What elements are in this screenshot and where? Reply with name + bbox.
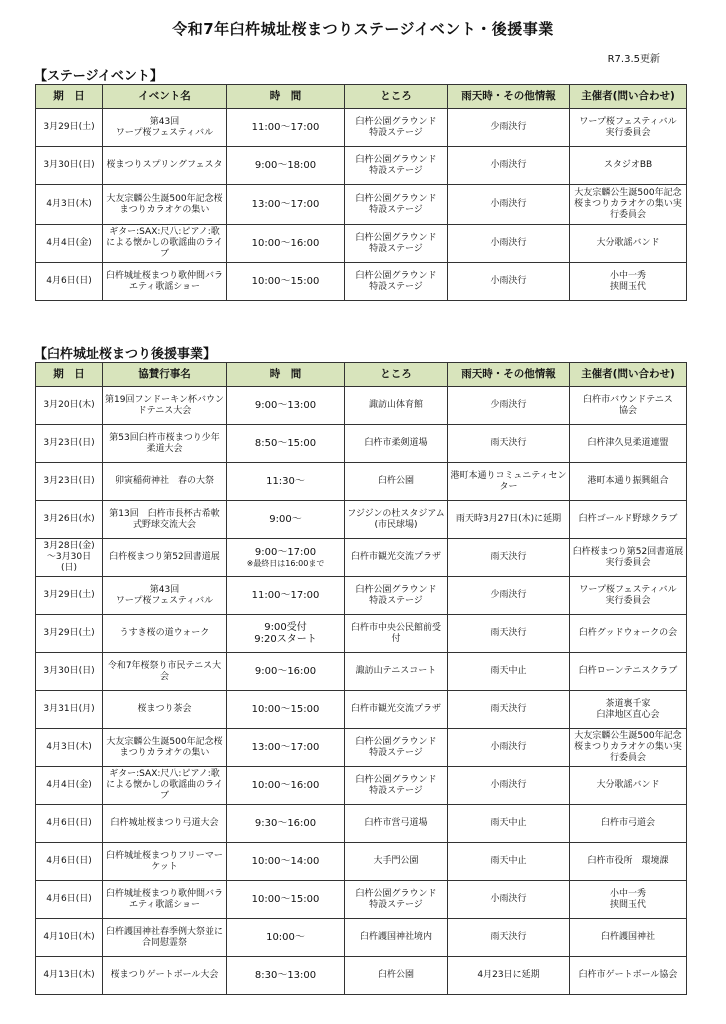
table-row: [36, 387, 687, 425]
table-row: [36, 843, 687, 881]
cell-rain: 小雨決行: [448, 225, 570, 263]
time-text: 10:00～15:00: [251, 893, 320, 905]
time-text: 10:00～16:00: [251, 237, 320, 249]
cell-place: 臼杵公園グラウンド 特設ステージ: [345, 225, 448, 263]
cell-org: 臼杵市バウンドテニス 協会: [570, 387, 687, 425]
time-text: 13:00～17:00: [251, 198, 320, 210]
cell-rain: 少雨決行: [448, 577, 570, 615]
cell-name: 臼杵桜まつり第52回書道展: [103, 539, 227, 577]
cell-name: うすき桜の道ウォーク: [103, 615, 227, 653]
table-row: [36, 729, 687, 767]
time-text: 11:30～: [266, 475, 305, 487]
cell-org: 大友宗麟公生誕500年記念桜まつりカラオケの集い実行委員会: [570, 729, 687, 767]
table-row: [36, 653, 687, 691]
col-header-rain: 雨天時・その他情報: [448, 363, 570, 387]
cell-rain: 雨天時3月27日(木)に延期: [448, 501, 570, 539]
table-row: [36, 767, 687, 805]
cell-org: 大友宗麟公生誕500年記念桜まつりカラオケの集い実行委員会: [570, 185, 687, 225]
cell-place: 臼杵市中央公民館前受付: [345, 615, 448, 653]
cell-org: 臼杵ローンテニスクラブ: [570, 653, 687, 691]
support-section-heading: 【臼杵城址桜まつり後援事業】: [34, 347, 217, 362]
cell-date: 3月20日(木): [36, 387, 103, 425]
time-text: 10:00～16:00: [251, 779, 320, 791]
cell-org: ワープ桜フェスティバル 実行委員会: [570, 577, 687, 615]
cell-date: 3月23日(日): [36, 425, 103, 463]
cell-name: 臼杵城址桜まつり歌仲間バラエティ歌謡ショー: [103, 263, 227, 301]
col-header-time: 時 間: [227, 85, 345, 109]
cell-place: 大手門公園: [345, 843, 448, 881]
cell-date: 3月28日(金) ～3月30日 (日): [36, 539, 103, 577]
col-header-rain: 雨天時・その他情報: [448, 85, 570, 109]
cell-name: 桜まつり茶会: [103, 691, 227, 729]
cell-date: 4月6日(日): [36, 843, 103, 881]
time-text: 9:00～18:00: [254, 159, 317, 171]
cell-name: 第43回 ワープ桜フェスティバル: [103, 109, 227, 147]
cell-name: 卯寅稲荷神社 春の大祭: [103, 463, 227, 501]
cell-org: 臼杵グッドウォークの会: [570, 615, 687, 653]
cell-org: 小中一秀 挟間玉代: [570, 263, 687, 301]
cell-time: [227, 147, 345, 185]
cell-time: [227, 615, 345, 653]
cell-rain: 雨天決行: [448, 691, 570, 729]
cell-org: 臼杵ゴールド野球クラブ: [570, 501, 687, 539]
cell-name: 令和7年桜祭り市民テニス大会: [103, 653, 227, 691]
time-text: 10:00～14:00: [251, 855, 320, 867]
cell-org: 臼杵市ゲートボール協会: [570, 957, 687, 995]
cell-place: 臼杵公園グラウンド 特設ステージ: [345, 729, 448, 767]
cell-date: 3月29日(土): [36, 615, 103, 653]
col-header-date: 期 日: [36, 85, 103, 109]
time-text: 9:00～: [269, 513, 302, 525]
page-title: 令和7年臼杵城址桜まつりステージイベント・後援事業: [172, 20, 554, 38]
col-header-event: 協賛行事名: [103, 363, 227, 387]
cell-place: 諏訪山テニスコート: [345, 653, 448, 691]
cell-date: 3月29日(土): [36, 577, 103, 615]
time-text: 11:00～17:00: [251, 121, 320, 133]
cell-place: 臼杵市営弓道場: [345, 805, 448, 843]
table-row: [36, 615, 687, 653]
cell-date: 4月13日(木): [36, 957, 103, 995]
cell-place: 臼杵公園グラウンド 特設ステージ: [345, 263, 448, 301]
cell-org: 臼杵市役所 環境課: [570, 843, 687, 881]
cell-time: [227, 881, 345, 919]
cell-rain: 小雨決行: [448, 881, 570, 919]
cell-date: 4月6日(日): [36, 263, 103, 301]
table-row: [36, 463, 687, 501]
cell-org: 大分歌謡バンド: [570, 225, 687, 263]
cell-place: 臼杵公園グラウンド 特設ステージ: [345, 767, 448, 805]
cell-org: 大分歌謡バンド: [570, 767, 687, 805]
table-row: [36, 185, 687, 225]
cell-name: 第13回 臼杵市長杯古希軟式野球交流大会: [103, 501, 227, 539]
table-row: [36, 225, 687, 263]
cell-date: 4月3日(木): [36, 185, 103, 225]
cell-place: 臼杵市柔剣道場: [345, 425, 448, 463]
table-row: [36, 425, 687, 463]
time-text: 9:00～16:00: [254, 665, 317, 677]
cell-date: 3月30日(日): [36, 653, 103, 691]
cell-place: 諏訪山体育館: [345, 387, 448, 425]
cell-time: [227, 653, 345, 691]
table-row: [36, 263, 687, 301]
time-text: 9:00受付 9:20スタート: [254, 621, 317, 645]
cell-org: 小中一秀 挟間玉代: [570, 881, 687, 919]
cell-rain: 小雨決行: [448, 729, 570, 767]
time-text: 9:30～16:00: [254, 817, 317, 829]
cell-name: 第43回 ワープ桜フェスティバル: [103, 577, 227, 615]
cell-time: [227, 463, 345, 501]
table-row: [36, 957, 687, 995]
cell-date: 3月31日(月): [36, 691, 103, 729]
time-text: 10:00～15:00: [251, 703, 320, 715]
table-row: [36, 147, 687, 185]
cell-rain: 4月23日に延期: [448, 957, 570, 995]
cell-time: [227, 691, 345, 729]
table-row: [36, 919, 687, 957]
cell-name: 第53回臼杵市桜まつり少年柔道大会: [103, 425, 227, 463]
table-row: [36, 539, 687, 577]
cell-time: [227, 225, 345, 263]
cell-date: 4月4日(金): [36, 767, 103, 805]
support-events-table: [35, 362, 687, 995]
cell-name: 臼杵城址桜まつり弓道大会: [103, 805, 227, 843]
cell-date: 3月23日(日): [36, 463, 103, 501]
cell-rain: 雨天中止: [448, 653, 570, 691]
cell-date: 4月6日(日): [36, 805, 103, 843]
col-header-time: 時 間: [227, 363, 345, 387]
cell-name: 臼杵城址桜まつりフリーマーケット: [103, 843, 227, 881]
cell-time: [227, 501, 345, 539]
table-row: [36, 109, 687, 147]
cell-name: 大友宗麟公生誕500年記念桜まつりカラオケの集い: [103, 185, 227, 225]
stage-section-heading: 【ステージイベント】: [34, 69, 163, 84]
time-text: 8:30～13:00: [254, 969, 317, 981]
cell-rain: 小雨決行: [448, 263, 570, 301]
col-header-place: ところ: [345, 85, 448, 109]
cell-name: 大友宗麟公生誕500年記念桜まつりカラオケの集い: [103, 729, 227, 767]
cell-time: [227, 263, 345, 301]
time-text: 10:00～15:00: [251, 275, 320, 287]
cell-date: 3月26日(水): [36, 501, 103, 539]
cell-rain: 雨天決行: [448, 425, 570, 463]
cell-time: [227, 957, 345, 995]
cell-org: 茶道裏千家 臼津地区直心会: [570, 691, 687, 729]
cell-org: スタジオBB: [570, 147, 687, 185]
cell-rain: 小雨決行: [448, 767, 570, 805]
cell-place: 臼杵公園: [345, 463, 448, 501]
cell-time: [227, 185, 345, 225]
update-date: R7.3.5更新: [607, 54, 660, 65]
cell-org: ワープ桜フェスティバル 実行委員会: [570, 109, 687, 147]
cell-rain: 雨天中止: [448, 805, 570, 843]
cell-time: [227, 577, 345, 615]
cell-place: 臼杵公園グラウンド 特設ステージ: [345, 185, 448, 225]
table-row: [36, 501, 687, 539]
cell-time: [227, 425, 345, 463]
cell-date: 4月3日(木): [36, 729, 103, 767]
cell-time: [227, 387, 345, 425]
cell-place: 臼杵市観光交流プラザ: [345, 691, 448, 729]
table-row: [36, 881, 687, 919]
cell-time: [227, 919, 345, 957]
cell-name: 桜まつりゲートボール大会: [103, 957, 227, 995]
col-header-organizer: 主催者(問い合わせ): [570, 363, 687, 387]
time-text: 10:00～: [266, 931, 305, 943]
cell-rain: 小雨決行: [448, 147, 570, 185]
cell-place: 臼杵市観光交流プラザ: [345, 539, 448, 577]
cell-date: 3月29日(土): [36, 109, 103, 147]
time-text: 8:50～15:00: [254, 437, 317, 449]
cell-name: 桜まつりスプリングフェスタ: [103, 147, 227, 185]
cell-place: 臼杵公園: [345, 957, 448, 995]
col-header-organizer: 主催者(問い合わせ): [570, 85, 687, 109]
cell-place: 臼杵公園グラウンド 特設ステージ: [345, 109, 448, 147]
time-text: 13:00～17:00: [251, 741, 320, 753]
col-header-event: イベント名: [103, 85, 227, 109]
cell-place: 臼杵公園グラウンド 特設ステージ: [345, 577, 448, 615]
cell-date: 4月4日(金): [36, 225, 103, 263]
cell-rain: 雨天決行: [448, 539, 570, 577]
cell-name: 臼杵護国神社春季例大祭並に合同慰霊祭: [103, 919, 227, 957]
cell-time: [227, 109, 345, 147]
cell-rain: 雨天決行: [448, 615, 570, 653]
table-row: [36, 691, 687, 729]
cell-time: [227, 767, 345, 805]
cell-org: 臼杵護国神社: [570, 919, 687, 957]
cell-time: [227, 729, 345, 767]
cell-time: [227, 539, 345, 577]
cell-rain: 少雨決行: [448, 109, 570, 147]
time-text: 11:00～17:00: [251, 589, 320, 601]
stage-events-table: [35, 84, 687, 301]
cell-date: 3月30日(日): [36, 147, 103, 185]
time-text: 9:00～13:00: [254, 399, 317, 411]
table-header-row: [36, 85, 687, 109]
cell-org: 港町本通り振興組合: [570, 463, 687, 501]
table-row: [36, 805, 687, 843]
cell-org: 臼杵桜まつり第52回書道展実行委員会: [570, 539, 687, 577]
cell-org: 臼杵津久見柔道連盟: [570, 425, 687, 463]
cell-place: 臼杵公園グラウンド 特設ステージ: [345, 147, 448, 185]
cell-place: 臼杵護国神社境内: [345, 919, 448, 957]
cell-name: ギター:SAX:尺八:ピアノ:歌による懐かしの歌謡曲のライブ: [103, 225, 227, 263]
col-header-place: ところ: [345, 363, 448, 387]
cell-name: ギター:SAX:尺八:ピアノ:歌による懐かしの歌謡曲のライブ: [103, 767, 227, 805]
cell-date: 4月10日(木): [36, 919, 103, 957]
cell-date: 4月6日(日): [36, 881, 103, 919]
cell-place: フジジンの杜スタジアム (市民球場): [345, 501, 448, 539]
cell-place: 臼杵公園グラウンド 特設ステージ: [345, 881, 448, 919]
table-row: [36, 577, 687, 615]
cell-rain: 雨天決行: [448, 919, 570, 957]
cell-rain: 雨天中止: [448, 843, 570, 881]
cell-time: [227, 805, 345, 843]
col-header-date: 期 日: [36, 363, 103, 387]
cell-rain: 少雨決行: [448, 387, 570, 425]
cell-org: 臼杵市弓道会: [570, 805, 687, 843]
cell-time: [227, 843, 345, 881]
cell-name: 臼杵城址桜まつり歌仲間バラエティ歌謡ショー: [103, 881, 227, 919]
time-text: 9:00～17:00: [254, 546, 317, 558]
time-note: ※最終日は16:00まで: [246, 558, 325, 568]
cell-rain: 港町本通りコミュニティセンター: [448, 463, 570, 501]
cell-rain: 小雨決行: [448, 185, 570, 225]
table-header-row: [36, 363, 687, 387]
cell-name: 第19回フンドーキン杯バウンドテニス大会: [103, 387, 227, 425]
